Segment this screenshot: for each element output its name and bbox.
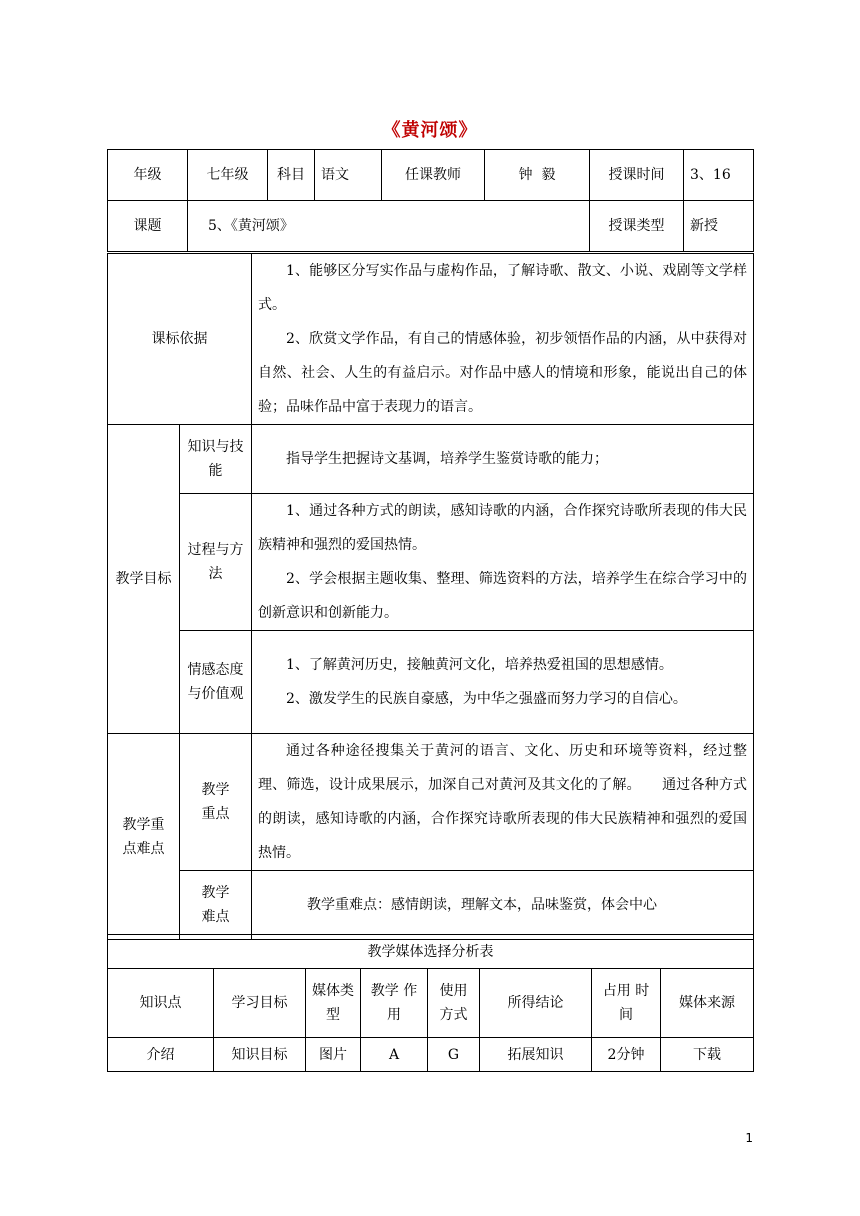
media-cell: G <box>428 1038 480 1072</box>
media-col-header: 知识点 <box>108 969 214 1038</box>
emotion-label: 情感态度与价值观 <box>180 631 252 734</box>
process-content <box>252 494 754 631</box>
grade-value: 七年级 <box>188 150 268 201</box>
difficulty-content <box>252 871 754 940</box>
media-caption: 教学媒体选择分析表 <box>108 935 754 969</box>
time-value: 3、16 <box>684 150 754 201</box>
media-cell: A <box>361 1038 428 1072</box>
focus-text: 通过各种途径搜集关于黄河的语言、文化、历史和环境等资料，经过整理、筛选，设计成果展示，加深自己对黄河及其文化的了解。 通过各种方式的朗读，感知诗歌的内涵，合作探究诗歌所表现的伟大民族精神和强烈的爱国热情。 <box>258 743 747 861</box>
media-col-header: 占用 时间 <box>592 969 661 1038</box>
focus-label: 教学重点 <box>180 734 252 871</box>
media-cell: 2分钟 <box>592 1038 661 1072</box>
topic-label: 课题 <box>108 201 188 252</box>
subject-label: 科目 <box>268 150 315 201</box>
subject-value: 语文 <box>315 150 382 201</box>
keypoints-label: 教学重点难点 <box>108 734 180 940</box>
table-row <box>108 1038 754 1072</box>
content-table <box>107 253 754 940</box>
type-label: 授课类型 <box>590 201 684 252</box>
process-p1: 1、通过各种方式的朗读，感知诗歌的内涵，合作探究诗歌所表现的伟大民族精神和强烈的爱国热情。 <box>258 503 747 553</box>
header-table <box>107 149 754 252</box>
media-col-header: 学习目标 <box>214 969 306 1038</box>
emotion-content <box>252 631 754 734</box>
knowledge-label: 知识与技能 <box>180 425 252 494</box>
media-cell: 拓展知识 <box>480 1038 592 1072</box>
media-col-header: 媒体类型 <box>306 969 361 1038</box>
teacher-label: 任课教师 <box>382 150 485 201</box>
media-cell: 知识目标 <box>214 1038 306 1072</box>
objectives-label: 教学目标 <box>108 425 180 734</box>
time-label: 授课时间 <box>590 150 684 201</box>
emotion-p2: 2、激发学生的民族自豪感，为中华之强盛而努力学习的自信心。 <box>286 691 687 707</box>
media-cell: 下载 <box>661 1038 754 1072</box>
page-number: 1 <box>745 1131 753 1145</box>
knowledge-paragraph: 指导学生把握诗文基调，培养学生鉴赏诗歌的能力； <box>286 451 608 467</box>
emotion-p1: 1、了解黄河历史，接触黄河文化，培养热爱祖国的思想感情。 <box>286 657 673 673</box>
teacher-value: 钟 毅 <box>485 150 590 201</box>
media-col-header: 教学 作用 <box>361 969 428 1038</box>
media-table <box>107 934 754 1072</box>
media-col-header: 媒体来源 <box>661 969 754 1038</box>
page-title: 《黄河颂》 <box>382 120 478 141</box>
process-p2: 2、学会根据主题收集、整理、筛选资料的方法，培养学生在综合学习中的创新意识和创新能力。 <box>258 571 747 621</box>
media-cell: 介绍 <box>108 1038 214 1072</box>
process-label: 过程与方法 <box>180 494 252 631</box>
knowledge-text <box>252 425 754 494</box>
standards-p1: 1、能够区分写实作品与虚构作品，了解诗歌、散文、小说、戏剧等文学样式。 <box>258 263 747 313</box>
standards-content <box>252 254 754 425</box>
focus-content <box>252 734 754 871</box>
media-cell: 图片 <box>306 1038 361 1072</box>
difficulty-text: 教学重难点：感情朗读，理解文本，品味鉴赏，体会中心 <box>307 897 657 913</box>
media-col-header: 使用方式 <box>428 969 480 1038</box>
media-col-header: 所得结论 <box>480 969 592 1038</box>
difficulty-label: 教学难点 <box>180 871 252 940</box>
grade-label: 年级 <box>108 150 188 201</box>
standards-label: 课标依据 <box>108 254 252 425</box>
standards-p2: 2、欣赏文学作品，有自己的情感体验，初步领悟作品的内涵，从中获得对自然、社会、人生的有益启示。对作品中感人的情境和形象，能说出自己的体验；品味作品中富于表现力的语言。 <box>258 331 747 415</box>
type-value: 新授 <box>684 201 754 252</box>
topic-value: 5、《黄河颂》 <box>188 201 590 252</box>
